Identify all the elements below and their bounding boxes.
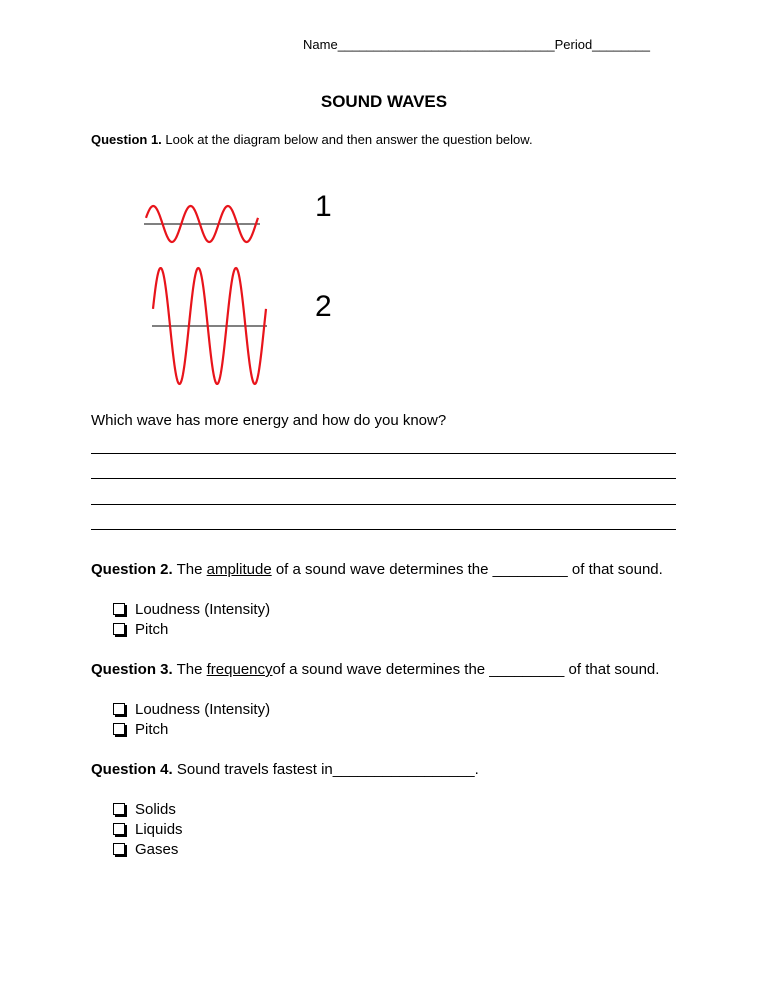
wave-1-label: 1: [315, 190, 332, 223]
option-label: Liquids: [135, 820, 183, 838]
question-2-keyword: amplitude: [206, 561, 272, 578]
option-gases[interactable]: [113, 839, 183, 859]
question-3-number: Question 3.: [91, 661, 173, 678]
checkbox[interactable]: [113, 603, 125, 615]
option-label: Loudness (Intensity): [135, 700, 271, 718]
option-label: Gases: [135, 840, 179, 858]
answer-line[interactable]: [91, 453, 676, 454]
option-label: Pitch: [135, 620, 169, 638]
option-pitch[interactable]: [113, 719, 270, 739]
name-blank[interactable]: ______________________________: [337, 37, 555, 52]
option-liquids[interactable]: [113, 819, 183, 839]
option-label: Pitch: [135, 720, 169, 738]
question-1-heading: [91, 132, 533, 147]
question-2-pre: The: [176, 561, 203, 578]
answer-line[interactable]: [91, 504, 676, 505]
answer-line[interactable]: [91, 529, 676, 530]
page-title: SOUND WAVES: [320, 92, 448, 111]
question-2-number: Question 2.: [91, 561, 173, 578]
question-3-pre: The: [176, 661, 203, 678]
name-label: Name: [303, 37, 338, 52]
option-solids[interactable]: [113, 799, 183, 819]
checkbox[interactable]: [113, 623, 125, 635]
option-loudness[interactable]: [113, 599, 270, 619]
question-1-number: Question 1.: [91, 132, 162, 147]
checkbox[interactable]: [113, 703, 125, 715]
question-3-keyword: frequency: [206, 661, 273, 678]
question-4-heading: [91, 761, 479, 778]
question-1-prompt: Which wave has more energy and how do you know?: [91, 412, 447, 429]
option-label: Solids: [135, 800, 176, 818]
checkbox[interactable]: [113, 843, 125, 855]
question-2-options: [113, 599, 270, 639]
option-loudness[interactable]: [113, 699, 270, 719]
question-4-number: Question 4.: [91, 761, 173, 778]
wave-2-label: 2: [315, 290, 332, 323]
question-2-post: of a sound wave determines the _________ of that sound.: [275, 561, 663, 578]
question-2-heading: [91, 561, 663, 578]
question-3-heading: [91, 661, 659, 678]
option-label: Loudness (Intensity): [135, 600, 271, 618]
option-pitch[interactable]: [113, 619, 270, 639]
checkbox[interactable]: [113, 823, 125, 835]
checkbox[interactable]: [113, 723, 125, 735]
question-1-text: Look at the diagram below and then answer the question below.: [165, 132, 533, 147]
checkbox[interactable]: [113, 803, 125, 815]
question-4-options: [113, 799, 183, 859]
question-3-options: [113, 699, 270, 739]
answer-line[interactable]: [91, 478, 676, 479]
period-label: Period: [554, 37, 593, 52]
period-blank[interactable]: ________: [592, 37, 651, 52]
question-4-text: Sound travels fastest in_________________.: [176, 761, 479, 778]
question-3-post: of a sound wave determines the _________ of that sound.: [272, 661, 660, 678]
name-period-header: [303, 37, 650, 52]
